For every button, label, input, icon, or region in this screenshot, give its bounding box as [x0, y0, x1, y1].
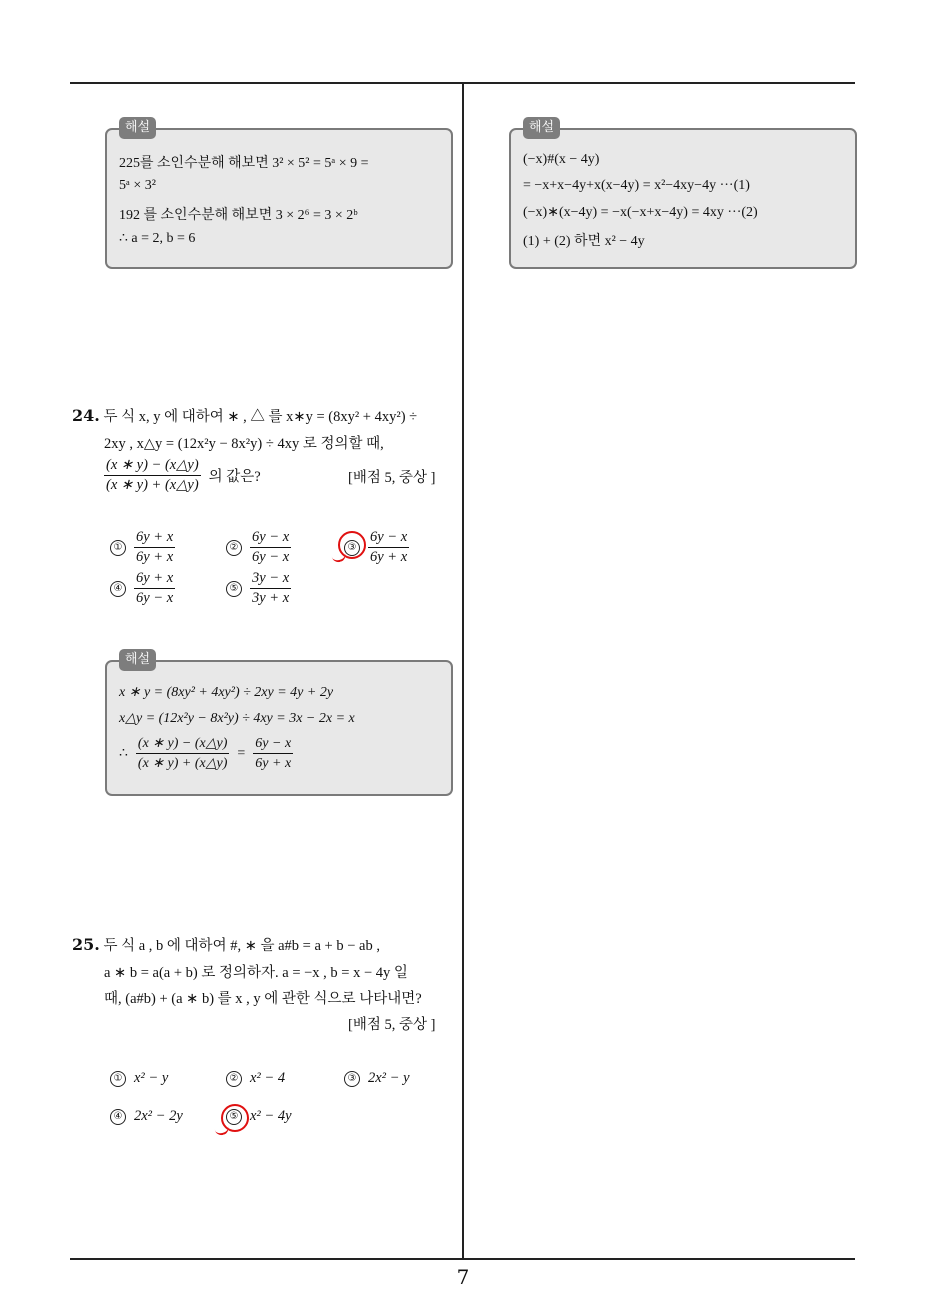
- score-label: [배점 5, 중상 ]: [348, 1017, 436, 1033]
- question-number: 25.: [72, 935, 100, 954]
- solution-fraction: [136, 734, 229, 773]
- solution-line: (−x)∗(x−4y) = −x(−x+x−4y) = 4xy ···(2): [523, 205, 758, 220]
- option-1[interactable]: [110, 528, 175, 567]
- option-fraction: [134, 569, 175, 608]
- question-24-line3: [104, 456, 261, 495]
- option-text: 2x² − 2y: [134, 1108, 183, 1124]
- question-text: 두 식 x, y 에 대하여 ∗ , △ 를 x∗y = (8xy² + 4xy²) ÷: [103, 409, 418, 425]
- solution-line: 192 를 소인수분해 해보면 3 × 2⁶ = 3 × 2ᵇ: [119, 208, 358, 223]
- column-divider: [462, 83, 464, 1259]
- option-numerator: 6y + x: [134, 569, 175, 589]
- bottom-rule: [70, 1258, 855, 1260]
- option-4[interactable]: [110, 1108, 183, 1125]
- answer-circle-mark: [221, 1104, 249, 1132]
- question-text: 두 식 a , b 에 대하여 #, ∗ 을 a#b = a + b − ab ,: [103, 938, 380, 954]
- option-text: x² − y: [134, 1070, 169, 1086]
- option-numerator: 6y − x: [250, 528, 291, 548]
- fraction-numerator: (x ∗ y) − (x△y): [136, 734, 229, 754]
- option-4[interactable]: [110, 569, 175, 608]
- option-2[interactable]: [226, 528, 291, 567]
- solution-line: = −x+x−4y+x(x−4y) = x²−4xy−4y ···(1): [523, 178, 750, 193]
- solution-box-23: [105, 120, 453, 269]
- option-5[interactable]: [226, 569, 291, 608]
- option-denominator: 6y − x: [136, 590, 174, 606]
- option-text: x² − 4y: [250, 1108, 292, 1124]
- option-denominator: 3y + x: [252, 590, 290, 606]
- solution-line: 225를 소인수분해 해보면 3² × 5² = 5ᵃ × 9 =: [119, 156, 369, 171]
- option-numerator: 3y − x: [250, 569, 291, 589]
- question-24-line2: 2xy , x△y = (12x²y − 8x²y) ÷ 4xy 로 정의할 때,: [104, 436, 384, 452]
- solution-box-24: [105, 652, 453, 796]
- solution-line: (1) + (2) 하면 x² − 4y: [523, 234, 645, 249]
- question-25-line1: [72, 934, 380, 955]
- option-fraction: [134, 528, 175, 567]
- option-marker: ⑤: [226, 1109, 242, 1125]
- fraction-numerator: 6y − x: [253, 734, 293, 754]
- option-1[interactable]: [110, 1070, 168, 1087]
- solution-result-fraction: [253, 734, 293, 773]
- option-fraction: [250, 569, 291, 608]
- option-denominator: 6y + x: [136, 549, 174, 565]
- option-marker: ④: [110, 581, 126, 597]
- question-25-line3: 때, (a#b) + (a ∗ b) 를 x , y 에 관한 식으로 나타내면?: [104, 991, 422, 1007]
- solution-conclusion: [119, 734, 293, 773]
- option-numerator: 6y + x: [134, 528, 175, 548]
- option-marker: ①: [110, 1071, 126, 1087]
- option-marker: ①: [110, 540, 126, 556]
- question-tail: 의 값은?: [208, 469, 261, 485]
- option-marker: ⑤: [226, 581, 242, 597]
- option-marker: ②: [226, 540, 242, 556]
- option-2[interactable]: [226, 1070, 285, 1087]
- option-text: 2x² − y: [368, 1070, 410, 1086]
- solution-line: ∴ a = 2, b = 6: [119, 231, 196, 246]
- fraction-denominator: 6y + x: [255, 756, 292, 771]
- expression-denominator: (x ∗ y) + (x△y): [106, 477, 199, 493]
- option-fraction: [368, 528, 409, 567]
- therefore-symbol: ∴: [119, 746, 128, 761]
- question-25-line2: a ∗ b = a(a + b) 로 정의하자. a = −x , b = x − 4y 일: [104, 965, 408, 981]
- fraction-denominator: (x ∗ y) + (x△y): [137, 756, 228, 771]
- expression-numerator: (x ∗ y) − (x△y): [104, 456, 201, 476]
- score-label: [배점 5, 중상 ]: [348, 470, 436, 486]
- option-3[interactable]: [344, 1070, 410, 1087]
- solution-line: (−x)#(x − 4y): [523, 152, 600, 167]
- question-24-line1: [72, 405, 417, 426]
- option-marker: ④: [110, 1109, 126, 1125]
- solution-line: 5ᵃ × 3²: [119, 178, 156, 193]
- option-denominator: 6y − x: [252, 549, 290, 565]
- option-marker: ③: [344, 1071, 360, 1087]
- equals-sign: =: [237, 745, 246, 761]
- page-number: 7: [456, 1265, 470, 1289]
- option-text: x² − 4: [250, 1070, 286, 1086]
- question-number: 24.: [72, 406, 100, 425]
- option-fraction: [250, 528, 291, 567]
- answer-circle-mark: [338, 531, 366, 559]
- solution-box-right: [509, 120, 857, 269]
- option-marker: ②: [226, 1071, 242, 1087]
- question-expression: [104, 456, 201, 495]
- option-denominator: 6y + x: [370, 549, 408, 565]
- solution-label: 해설: [119, 649, 156, 671]
- solution-line: x△y = (12x²y − 8x²y) ÷ 4xy = 3x − 2x = x: [119, 711, 355, 726]
- solution-line: x ∗ y = (8xy² + 4xy²) ÷ 2xy = 4y + 2y: [119, 685, 334, 700]
- option-numerator: 6y − x: [368, 528, 409, 548]
- solution-label: 해설: [523, 117, 560, 139]
- option-marker: ③: [344, 540, 360, 556]
- solution-label: 해설: [119, 117, 156, 139]
